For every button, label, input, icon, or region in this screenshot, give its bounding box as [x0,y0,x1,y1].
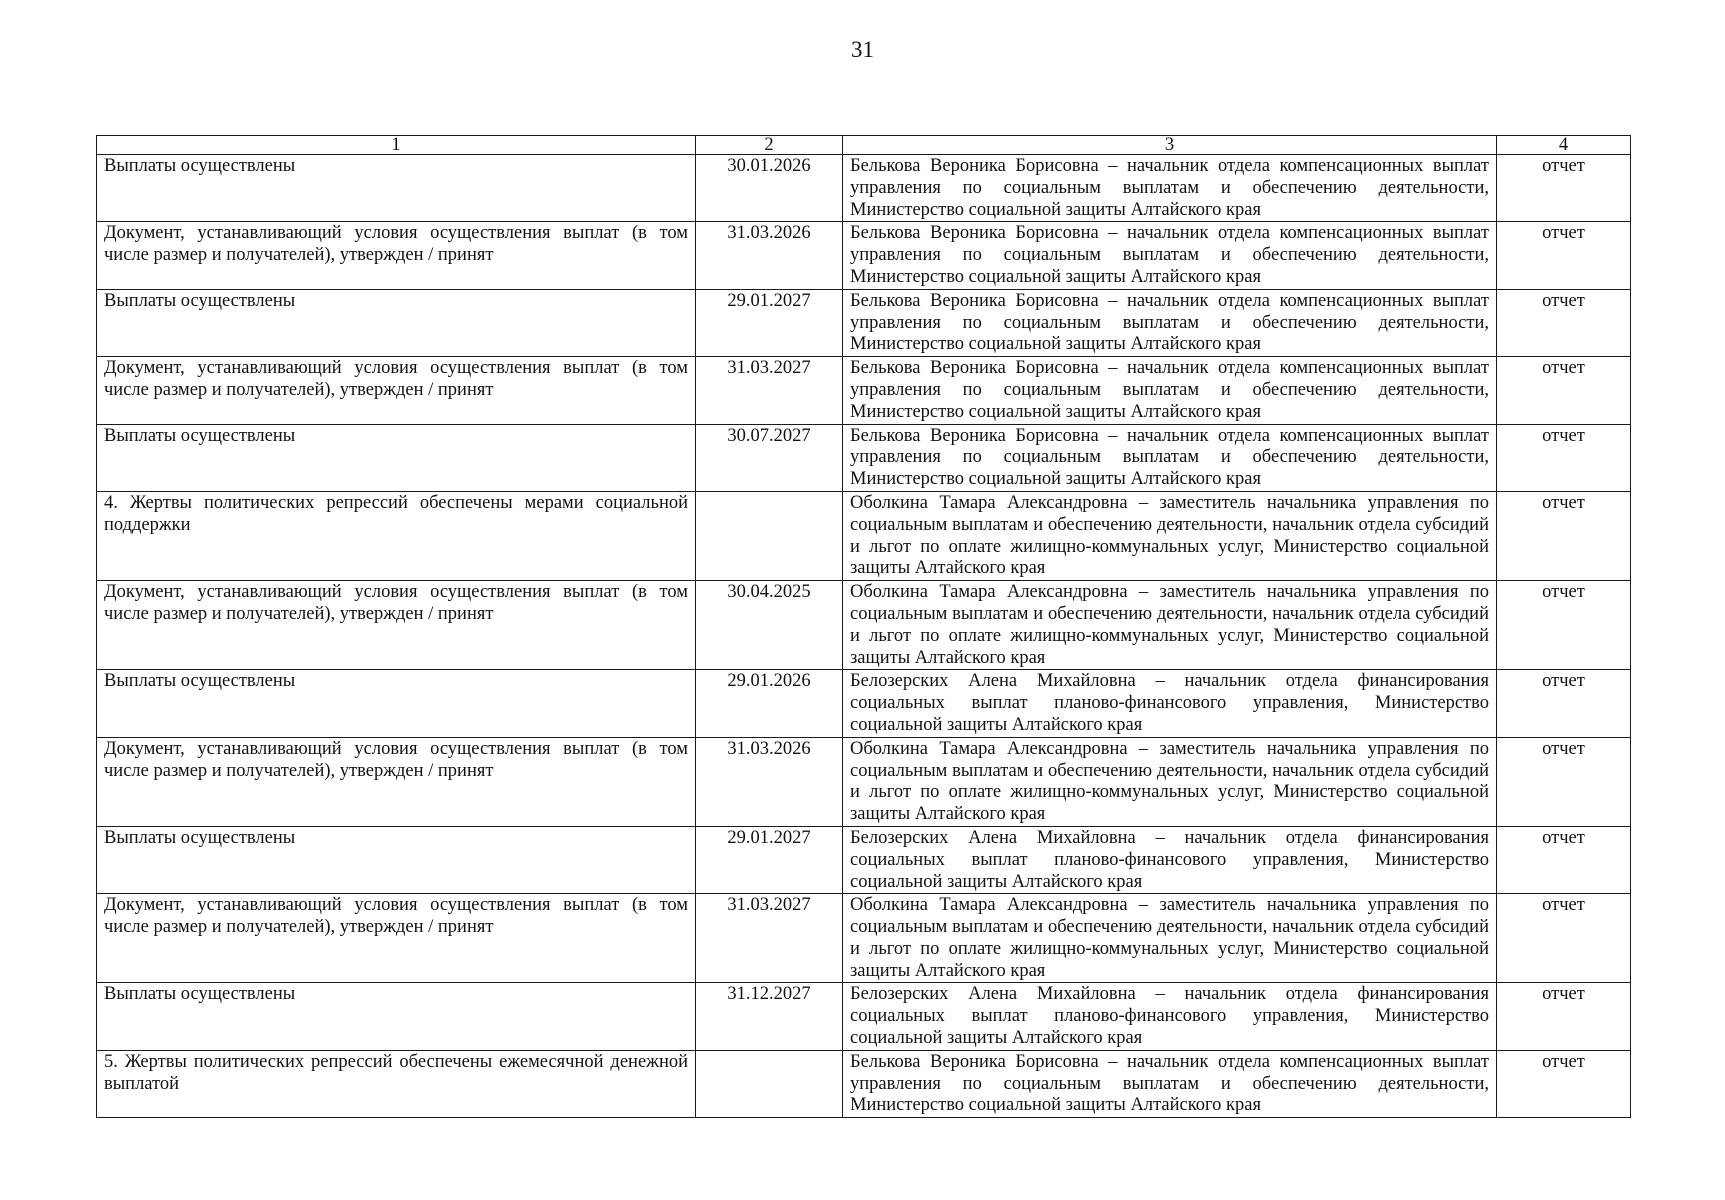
row-responsible-cell: Оболкина Тамара Александровна – заместитель начальника управления по социальным выплатам и обеспечению деятельности, начальник отдела субсидий и льгот по оплате жилищно-коммунальных услуг, Министерство социальной защиты Алтайского края [843,491,1497,580]
row-name-cell: Выплаты осуществлены [97,826,696,893]
row-responsible-cell: Белькова Вероника Борисовна – начальник отдела компенсационных выплат управления по социальным выплатам и обеспечению деятельности, Министерство социальной защиты Алтайского края [843,155,1497,222]
row-name-cell: 4. Жертвы политических репрессий обеспечены мерами социальной поддержки [97,491,696,580]
row-date-cell [696,1050,843,1117]
column-header-2: 2 [696,136,843,155]
row-name-cell: Документ, устанавливающий условия осуществления выплат (в том числе размер и получателей), утвержден / принят [97,894,696,983]
table-row [97,826,1631,893]
row-name-cell: Документ, устанавливающий условия осуществления выплат (в том числе размер и получателей), утвержден / принят [97,357,696,424]
row-date-cell: 31.12.2027 [696,983,843,1050]
row-date-cell: 31.03.2026 [696,222,843,289]
table-row [97,289,1631,356]
row-date-cell: 30.07.2027 [696,424,843,491]
table-row [97,670,1631,737]
table-row [97,894,1631,983]
row-form-cell: отчет [1497,894,1631,983]
row-date-cell: 31.03.2027 [696,357,843,424]
row-form-cell: отчет [1497,1050,1631,1117]
row-date-cell: 30.04.2025 [696,581,843,670]
row-form-cell: отчет [1497,491,1631,580]
table-row [97,357,1631,424]
row-responsible-cell: Белькова Вероника Борисовна – начальник отдела компенсационных выплат управления по социальным выплатам и обеспечению деятельности, Министерство социальной защиты Алтайского края [843,424,1497,491]
row-form-cell: отчет [1497,424,1631,491]
row-form-cell: отчет [1497,222,1631,289]
column-header-3: 3 [843,136,1497,155]
row-form-cell: отчет [1497,737,1631,826]
row-date-cell [696,491,843,580]
row-name-cell: Выплаты осуществлены [97,424,696,491]
row-name-cell: Документ, устанавливающий условия осуществления выплат (в том числе размер и получателей), утвержден / принят [97,737,696,826]
column-header-4: 4 [1497,136,1631,155]
events-table [96,135,1631,1118]
row-date-cell: 29.01.2026 [696,670,843,737]
row-form-cell: отчет [1497,581,1631,670]
row-form-cell: отчет [1497,289,1631,356]
row-responsible-cell: Белькова Вероника Борисовна – начальник отдела компенсационных выплат управления по социальным выплатам и обеспечению деятельности, Министерство социальной защиты Алтайского края [843,222,1497,289]
table-row [97,222,1631,289]
row-name-cell: Документ, устанавливающий условия осуществления выплат (в том числе размер и получателей), утвержден / принят [97,222,696,289]
row-name-cell: 5. Жертвы политических репрессий обеспечены ежемесячной денежной выплатой [97,1050,696,1117]
table-row [97,491,1631,580]
row-responsible-cell: Белькова Вероника Борисовна – начальник отдела компенсационных выплат управления по социальным выплатам и обеспечению деятельности, Министерство социальной защиты Алтайского края [843,357,1497,424]
row-date-cell: 31.03.2026 [696,737,843,826]
table-header [97,136,1631,155]
row-date-cell: 31.03.2027 [696,894,843,983]
table-row [97,155,1631,222]
row-responsible-cell: Оболкина Тамара Александровна – заместитель начальника управления по социальным выплатам и обеспечению деятельности, начальник отдела субсидий и льгот по оплате жилищно-коммунальных услуг, Министерство социальной защиты Алтайского края [843,894,1497,983]
row-responsible-cell: Белозерских Алена Михайловна – начальник отдела финансирования социальных выплат планово-финансового управления, Министерство социальной защиты Алтайского края [843,670,1497,737]
row-form-cell: отчет [1497,357,1631,424]
table-row [97,424,1631,491]
table-row [97,581,1631,670]
row-responsible-cell: Белозерских Алена Михайловна – начальник отдела финансирования социальных выплат планово-финансового управления, Министерство социальной защиты Алтайского края [843,983,1497,1050]
row-name-cell: Выплаты осуществлены [97,670,696,737]
row-form-cell: отчет [1497,670,1631,737]
row-date-cell: 29.01.2027 [696,826,843,893]
table-body [97,155,1631,1118]
column-header-1: 1 [97,136,696,155]
table-row [97,1050,1631,1117]
row-responsible-cell: Оболкина Тамара Александровна – заместитель начальника управления по социальным выплатам и обеспечению деятельности, начальник отдела субсидий и льгот по оплате жилищно-коммунальных услуг, Министерство социальной защиты Алтайского края [843,581,1497,670]
row-responsible-cell: Белозерских Алена Михайловна – начальник отдела финансирования социальных выплат планово-финансового управления, Министерство социальной защиты Алтайского края [843,826,1497,893]
row-responsible-cell: Белькова Вероника Борисовна – начальник отдела компенсационных выплат управления по социальным выплатам и обеспечению деятельности, Министерство социальной защиты Алтайского края [843,1050,1497,1117]
row-name-cell: Выплаты осуществлены [97,155,696,222]
table-row [97,983,1631,1050]
row-responsible-cell: Оболкина Тамара Александровна – заместитель начальника управления по социальным выплатам и обеспечению деятельности, начальник отдела субсидий и льгот по оплате жилищно-коммунальных услуг, Министерство социальной защиты Алтайского края [843,737,1497,826]
table-row [97,737,1631,826]
row-form-cell: отчет [1497,983,1631,1050]
row-responsible-cell: Белькова Вероника Борисовна – начальник отдела компенсационных выплат управления по социальным выплатам и обеспечению деятельности, Министерство социальной защиты Алтайского края [843,289,1497,356]
row-date-cell: 29.01.2027 [696,289,843,356]
row-date-cell: 30.01.2026 [696,155,843,222]
row-form-cell: отчет [1497,155,1631,222]
row-form-cell: отчет [1497,826,1631,893]
row-name-cell: Выплаты осуществлены [97,983,696,1050]
row-name-cell: Документ, устанавливающий условия осуществления выплат (в том числе размер и получателей), утвержден / принят [97,581,696,670]
page-number: 31 [851,37,874,62]
header-row [97,136,1631,155]
row-name-cell: Выплаты осуществлены [97,289,696,356]
